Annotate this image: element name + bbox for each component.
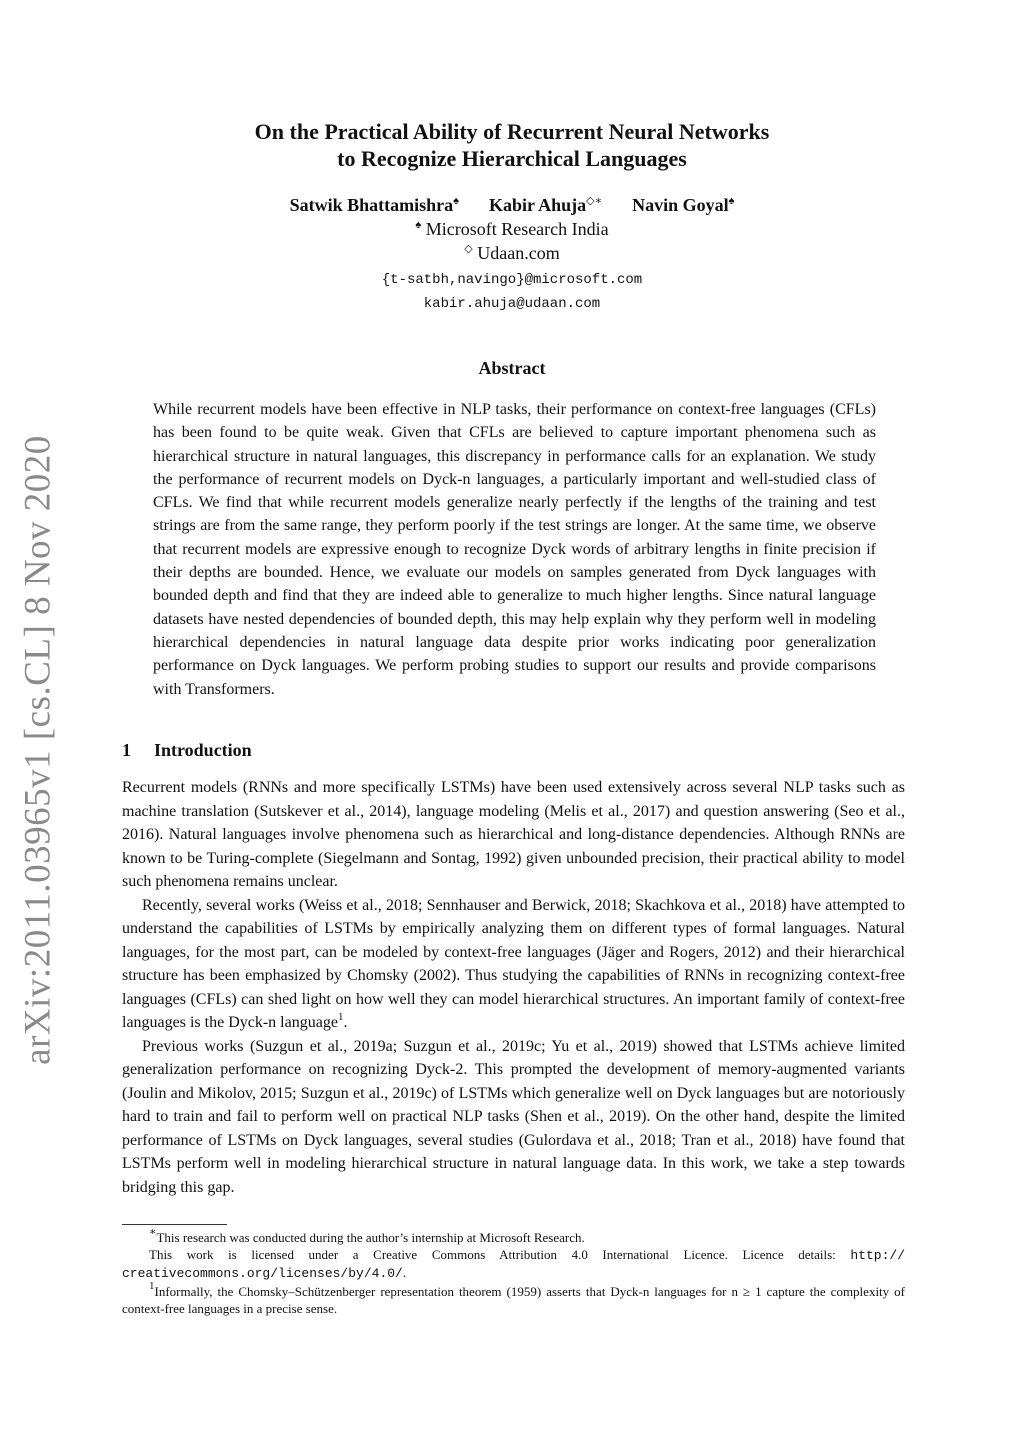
affiliation (0, 219, 1024, 240)
footnote (122, 1226, 905, 1246)
email: {t-satbh,navingo}@microsoft.com (381, 272, 643, 288)
abstract-text: While recurrent models have been effective in NLP tasks, their performance on context-free languages (CFLs) has been found to be quite weak. Given that CFLs are believed to capture important phenomena such as hierarchical structure in natural languages, this discrepancy in performance calls for an explanation. We study the performance of recurrent models on Dyck-n languages, a particularly important and well-studied class of CFLs. We find that while recurrent models generalize nearly perfectly if the lengths of the training and test strings are from the same range, they perform poorly if the test strings are longer. At the same time, we observe that recurrent models are expressive enough to recognize Dyck words of arbitrary lengths in finite precision if their depths are bounded. Hence, we evaluate our models on samples generated from Dyck languages with bounded depth and find that they are indeed able to generalize to much higher lengths. Since natural language datasets have nested dependencies of bounded depth, this may help explain why they perform well in modeling hierarchical dependencies in natural language data despite prior works indicating poor generalization performance on Dyck languages. We perform probing studies to support our results and provide comparisons with Transformers. (153, 401, 876, 698)
affiliation-name: Udaan.com (477, 243, 560, 263)
paragraph-end: . (343, 1014, 348, 1031)
footnote-rule (122, 1224, 227, 1225)
paragraph (122, 894, 905, 1035)
affiliation (0, 243, 1024, 264)
author-name: Satwik Bhattamishra (289, 195, 454, 215)
affiliation-mark: ◇∗ (586, 195, 603, 207)
abstract-heading: Abstract (478, 358, 546, 378)
author-name: Kabir Ahuja (488, 195, 587, 215)
footnote (122, 1280, 905, 1317)
footnote-mark: ∗ (149, 1226, 157, 1238)
arxiv-identifier: arXiv:2011.03965v1 [cs.CL] 8 Nov 2020 (17, 435, 59, 1065)
paragraph: Previous works (Suzgun et al., 2019a; Suzgun et al., 2019c; Yu et al., 2019) showed that LSTMs achieve limited generalization performance on recognizing Dyck-2. This prompted the development of memory-augmented variants (Joulin and Mikolov, 2015; Suzgun et al., 2019c) of LSTMs which generalize well on Dyck languages but are notoriously hard to train and fail to perform well on practical NLP tasks (Shen et al., 2019). On the other hand, despite the limited performance of LSTMs on Dyck languages, several studies (Gulordava et al., 2018; Tran et al., 2018) have found that LSTMs perform well in modeling hierarchical structure in natural language data. In this work, we take a step towards bridging this gap. (122, 1037, 905, 1196)
affiliation-mark: ♠ (415, 219, 422, 231)
section-number: 1 (122, 740, 131, 760)
email: kabir.ahuja@udaan.com (423, 296, 601, 312)
paper-title (0, 118, 1024, 172)
footnote-text: This research was conducted during the author’s internship at Microsoft Research. (156, 1230, 585, 1245)
section-heading (122, 740, 252, 761)
paragraph: Recurrent models (RNNs and more specifically LSTMs) have been used extensively across several NLP tasks such as machine translation (Sutskever et al., 2014), language modeling (Melis et al., 2017) and question answering (Seo et al., 2016). Natural languages involve phenomena such as hierarchical and long-distance dependencies. Although RNNs are known to be Turing-complete (Siegelmann and Sontag, 1992) given unbounded precision, their practical ability to model such phenomena remains unclear. (122, 779, 905, 890)
license-text: This work is licensed under a Creative Commons Attribution 4.0 International Licence. Licence details: (149, 1247, 836, 1262)
affiliation-mark: ♠ (728, 195, 735, 207)
arxiv-sidebar-stamp (10, 435, 66, 1065)
author-name: Navin Goyal (632, 195, 729, 215)
author-list (0, 195, 1024, 216)
section-title: Introduction (154, 740, 252, 760)
affiliation-name: Microsoft Research India (425, 219, 609, 239)
license-end: . (402, 1265, 407, 1280)
license-url-part[interactable]: creativecommons.org/licenses/by/4.0/ (122, 1266, 403, 1281)
paragraph-text: Recently, several works (Weiss et al., 2018; Sennhauser and Berwick, 2018; Skachkova et al., 2018) have attempted to understand the capabilities of LSTMs by empirically analyzing them on different types of formal languages. Natural languages, for the most part, can be modeled by context-free languages (Jäger and Rogers, 2012) and their hierarchical structure has been emphasized by Chomsky (2002). Thus studying the capabilities of RNNs in recognizing context-free languages (CFLs) can shed light on how well they can model hierarchical structures. An important family of context-free languages is the Dyck-n language (122, 896, 905, 1031)
affiliation-mark: ♠ (453, 195, 459, 207)
affiliation-mark: ◇ (464, 243, 473, 255)
introduction-body (122, 776, 905, 1199)
footnote-text: Informally, the Chomsky–Schützenberger representation theorem (1959) asserts that Dyck-n languages for n ≥ 1 capture the complexity of context-free languages in a precise sense. (122, 1284, 905, 1316)
title-line-1: On the Practical Ability of Recurrent Neural Networks (254, 119, 770, 144)
footnote-mark: 1 (149, 1280, 155, 1292)
license-url-part[interactable]: http:// (850, 1248, 905, 1263)
footnote-ref: 1 (337, 1011, 344, 1023)
title-line-2: to Recognize Hierarchical Languages (337, 146, 687, 171)
license-footnote (122, 1246, 905, 1282)
